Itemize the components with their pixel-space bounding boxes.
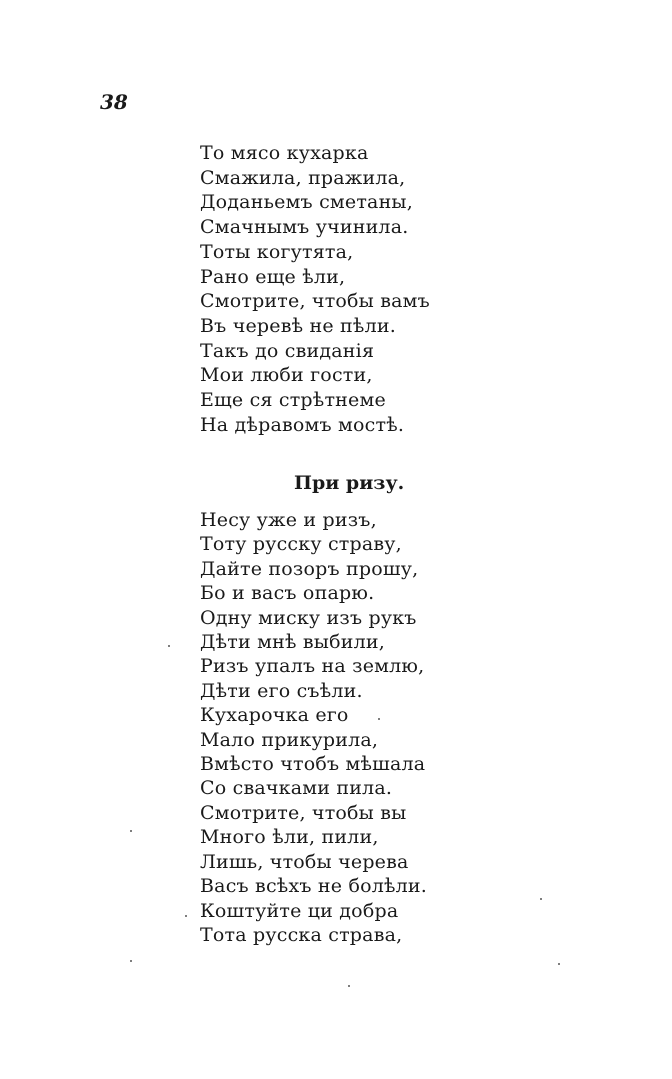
poem-line: Ризъ упалъ на землю, — [200, 655, 425, 678]
scan-speck — [130, 830, 132, 832]
poem-line: Мои люби гости, — [200, 364, 373, 387]
page-number: 38 — [100, 90, 128, 114]
poem-line: Такъ до свиданія — [200, 339, 375, 362]
poem-line: Смотрите, чтобы вы — [200, 801, 407, 824]
scan-speck — [558, 963, 560, 965]
scan-speck — [185, 915, 187, 917]
poem-line: Тоту русску страву, — [200, 533, 402, 556]
poem-line: На дѣравомъ мостѣ. — [200, 413, 405, 436]
poem-line: То мясо кухарка — [200, 142, 369, 164]
section-title: При ризу. — [294, 472, 405, 494]
poem-line: Кухарочка его — [200, 704, 349, 727]
poem-line: Смачнымъ учинила. — [200, 216, 409, 239]
poem-line: Тота русска страва, — [200, 923, 403, 946]
poem-line: Одну миску изъ рукъ — [200, 606, 417, 629]
poem-line: Коштуйте ци добра — [200, 899, 399, 922]
poem-line: Рано еще ѣли, — [200, 265, 346, 288]
poem-line: Дѣти мнѣ выбили, — [200, 631, 385, 654]
scan-speck — [348, 985, 350, 987]
poem-line: Еще ся стрѣтнеме — [200, 389, 386, 412]
poem-line: Тоты когутята, — [200, 240, 354, 263]
poem-line: Васъ всѣхъ не болѣли. — [200, 875, 428, 898]
scan-speck — [540, 898, 542, 900]
poem-line: Много ѣли, пили, — [200, 826, 379, 849]
poem-line: Смажила, пражила, — [200, 166, 406, 189]
poem-line: Лишь, чтобы черева — [200, 850, 409, 873]
poem-line: Вмѣсто чтобъ мѣшала — [200, 753, 426, 776]
scan-speck — [378, 718, 380, 720]
poem-line: Бо и васъ опарю. — [200, 582, 375, 605]
poem-line: Смотрите, чтобы вамъ — [200, 290, 430, 313]
poem-line: Дайте позоръ прошу, — [200, 557, 419, 580]
poem-line: Со свачками пила. — [200, 777, 393, 800]
scan-speck — [168, 645, 170, 647]
poem-stanza-1 — [200, 141, 430, 437]
poem-line: Въ черевѣ не пѣли. — [200, 314, 396, 337]
poem-stanza-2 — [200, 508, 427, 947]
poem-line: Несу уже и ризъ, — [200, 509, 377, 531]
poem-line: Дѣти его съѣли. — [200, 679, 363, 702]
scan-speck — [130, 960, 132, 962]
poem-line: Мало прикурила, — [200, 728, 379, 751]
poem-line: Доданьемъ сметаны, — [200, 191, 413, 214]
